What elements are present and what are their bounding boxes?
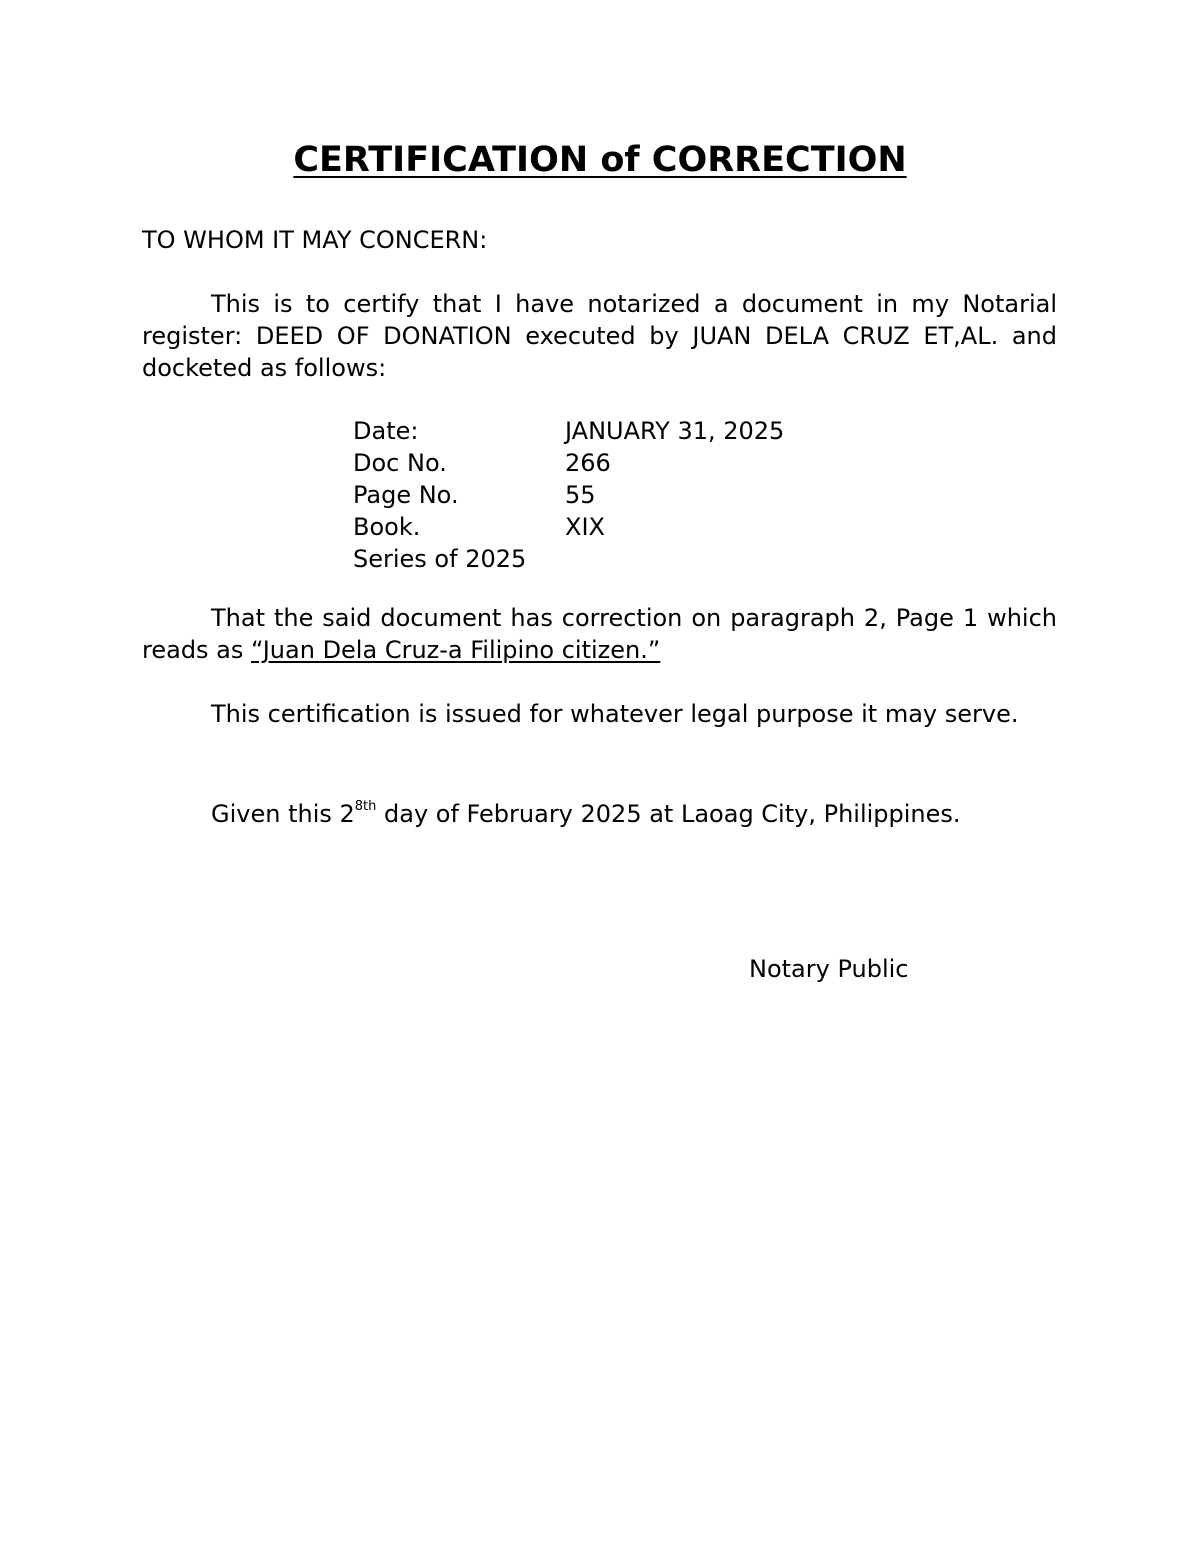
docket-label: Page No. bbox=[353, 481, 459, 509]
given-text-start: Given this 2 bbox=[211, 800, 355, 828]
docket-row-date bbox=[353, 415, 873, 447]
docket-value: JANUARY 31, 2025 bbox=[565, 417, 785, 445]
docket-label: Date: bbox=[353, 417, 419, 445]
docket-value: XIX bbox=[565, 513, 605, 541]
given-text-end: day of February 2025 at Laoag City, Philippines. bbox=[376, 800, 961, 828]
docket-table bbox=[353, 415, 873, 575]
signature-label: Notary Public bbox=[749, 955, 909, 983]
document-title: CERTIFICATION of CORRECTION bbox=[293, 140, 907, 180]
correction-quote: “Juan Dela Cruz-a Filipino citizen.” bbox=[251, 636, 661, 664]
paragraph-notarization: This is to certify that I have notarized a document in my Notarial register: DEED OF DONATION executed by JUAN DELA CRUZ ET,AL. and docketed as follows: bbox=[142, 290, 1057, 382]
docket-row-series bbox=[353, 543, 873, 575]
docket-label: Doc No. bbox=[353, 449, 447, 477]
docket-series-label: Series of 2025 bbox=[353, 545, 527, 573]
paragraph-correction bbox=[142, 602, 1057, 666]
docket-row-book bbox=[353, 511, 873, 543]
correction-text: That the said document has correction on paragraph 2, Page 1 which reads as bbox=[142, 604, 1057, 664]
docket-value: 55 bbox=[565, 481, 596, 509]
paragraph-purpose: This certification is issued for whatever legal purpose it may serve. bbox=[211, 700, 1019, 728]
docket-row-page-no bbox=[353, 479, 873, 511]
docket-row-doc-no bbox=[353, 447, 873, 479]
day-suffix: 8th bbox=[354, 799, 377, 814]
docket-label: Book. bbox=[353, 513, 421, 541]
paragraph-given bbox=[142, 798, 1057, 830]
salutation: TO WHOM IT MAY CONCERN: bbox=[142, 226, 488, 254]
docket-value: 266 bbox=[565, 449, 611, 477]
